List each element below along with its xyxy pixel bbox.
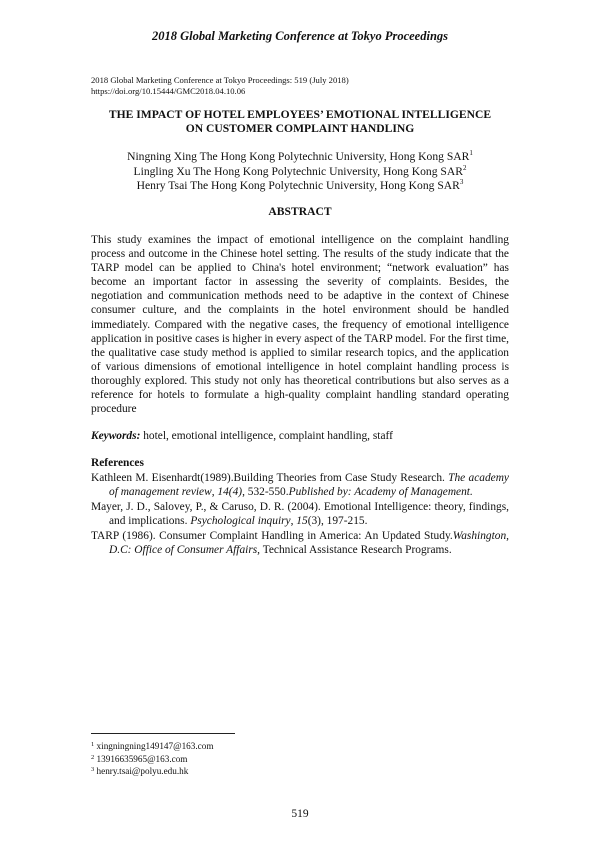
author-1-text: Ningning Xing The Hong Kong Polytechnic University, Hong Kong SAR — [127, 150, 470, 163]
author-list — [60, 150, 540, 194]
author-3-text: Henry Tsai The Hong Kong Polytechnic University, Hong Kong SAR — [136, 179, 460, 192]
author-3 — [60, 179, 540, 194]
author-1 — [60, 150, 540, 165]
author-1-footnote-mark: 1 — [469, 149, 473, 157]
reference-list — [91, 471, 509, 558]
abstract-heading: ABSTRACT — [268, 205, 332, 218]
footnote-2: $^2$ 13916635965@163.com — [91, 753, 188, 764]
author-3-footnote-mark: 3 — [459, 178, 464, 186]
doi-link[interactable]: https://doi.org/10.15444/GMC2018.04.10.06 — [91, 86, 246, 96]
author-2 — [60, 165, 540, 180]
footnotes — [91, 740, 213, 778]
footnote-3: $^3$ henry.tsai@polyu.edu.hk — [91, 766, 189, 776]
reference-item: Kathleen M. Eisenhardt(1989).Building Theories from Case Study Research. The academy of management review, 14(4), 532-550.Published by: Academy of Management. — [91, 472, 509, 498]
keywords — [91, 429, 509, 443]
footnote-1: $^1$ xingningning149147@163.com — [91, 741, 214, 751]
footnote-1-email[interactable]: xingningning149147@163.com — [94, 741, 214, 751]
reference-item: Mayer, J. D., Salovey, P., & Caruso, D. R. (2004). Emotional Intelligence: theory, findings, and implications. Psychological inquiry, 15(3), 197-215. — [91, 501, 509, 527]
page-number: 519 — [291, 808, 309, 820]
references-heading: References — [91, 457, 144, 469]
paper-title — [60, 108, 540, 136]
keywords-text: hotel, emotional intelligence, complaint handling, staff — [140, 430, 393, 442]
publication-meta — [91, 75, 511, 97]
title-line-2: ON CUSTOMER COMPLAINT HANDLING — [185, 122, 415, 135]
reference-item: TARP (1986). Consumer Complaint Handling in America: An Updated Study.Washington, D.C: Office of Consumer Affairs, Technical Assistance Research Programs. — [91, 530, 509, 556]
running-head: 2018 Global Marketing Conference at Tokyo Proceedings — [151, 29, 449, 43]
title-line-1: THE IMPACT OF HOTEL EMPLOYEES’ EMOTIONAL INTELLIGENCE — [108, 108, 492, 121]
author-2-text: Lingling Xu The Hong Kong Polytechnic University, Hong Kong SAR — [133, 164, 463, 178]
footnote-divider — [91, 733, 235, 734]
keywords-label: Keywords: — [91, 430, 141, 442]
author-2-footnote-mark: 2 — [462, 163, 467, 172]
footnote-3-email[interactable]: henry.tsai@polyu.edu.hk — [94, 766, 189, 776]
citation-line: 2018 Global Marketing Conference at Tokyo Proceedings: 519 (July 2018) — [91, 75, 349, 85]
abstract-body: This study examines the impact of emotional intelligence on the complaint handling process and outcome in the Chinese hotel setting. The results of the study indicate that the TARP model can be applied to China's hotel environment; “network evaluation” has become an important factor in assessing the severity of complaints. Besides, the negotiation and communication methods need to be adaptive in the context of Chinese consumer culture, and the complaints in the hotel environment should be handled immediately. Compared with the negative cases, the frequency of emotional intelligence application in positive cases is higher in every aspect of the TARP model. For the first time, the qualitative case study method is applied to similar research topics, and the application of various dimensions of emotional intelligence in hotel complaint handling process is thoroughly explored. This study not only has theoretical contributions but also serves as a reference for hotels to formulate a high-quality complaint handling standard operating procedure — [91, 234, 509, 416]
footnote-2-email[interactable]: 13916635965@163.com — [94, 753, 188, 764]
